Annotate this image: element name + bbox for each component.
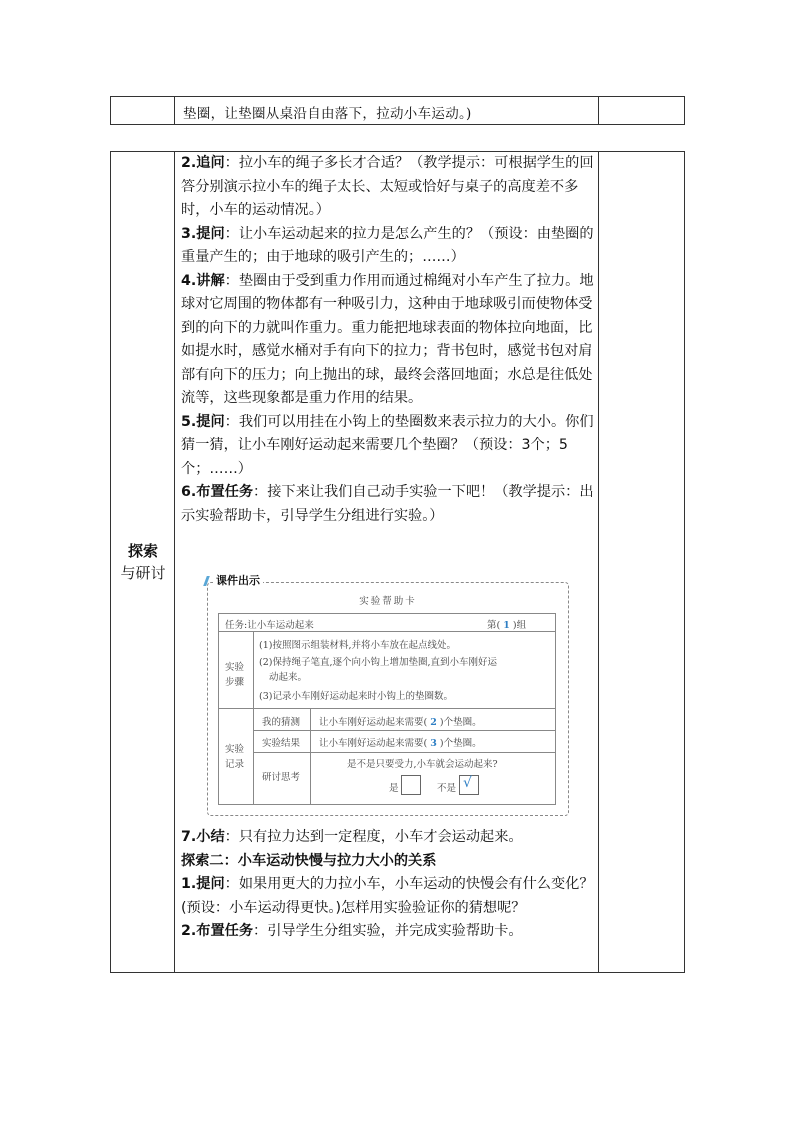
card-frame [207,582,569,816]
group-number: 第( 1 )组 [487,620,527,631]
section-label: 探索 与研讨 [120,542,166,582]
step-4: 4.讲解：垫圈由于受到重力作用而通过棉绳对小车产生了拉力。地球对它周围的物体都有一种吸引力，这种由于地球吸引而使物体受到的向下的力就叫作重力。重力能把地球表面的物体拉向地面，比如提水时，感觉水桶对手有向下的拉力；背书包时，感觉书包对肩部有向下的压力；向上抛出的球，最终会落回地面；水总是往低处流等，这些现象都是重力作用的结果。 [181,272,594,406]
step-item: (2)保持绳子笔直,逐个向小钩上增加垫圈,直到小车刚好运 [259,657,497,668]
lesson-table [110,151,685,973]
steps-label: 实验 [225,662,245,673]
no-checkbox[interactable] [459,775,479,795]
col-divider [310,708,311,804]
step-7: 7.小结：只有拉力达到一定程度，小车才会运动起来。 [181,829,523,845]
step-6: 6.布置任务：接下来让我们自己动手实验一下吧！（教学提示：出示实验帮助卡，引导学生分组进行实验。） [181,484,594,524]
record-label: 实验 [225,744,245,755]
step-item: (3)记录小车刚好运动起来时小钩上的垫圈数。 [259,691,453,702]
no-label: 不是 [437,783,457,794]
card-tab-label: 课件出示 [213,574,263,588]
check-icon: √ [463,775,472,791]
row-divider [219,708,555,709]
explore-two-step-2: 2.布置任务：引导学生分组实验，并完成实验帮助卡。 [181,923,523,939]
continued-text: 垫圈，让垫圈从桌沿自由落下，拉动小车运动。) [183,106,472,122]
yes-checkbox[interactable] [401,775,421,795]
row-divider [253,730,555,731]
lesson-content-continued [181,826,603,944]
experiment-help-card [207,574,571,818]
guess-label: 我的猜测 [262,717,301,728]
lesson-content [181,152,603,528]
explore-two-heading: 探索二：小车运动快慢与拉力大小的关系 [181,852,437,869]
step-2: 2.追问：拉小车的绳子多长才合适？（教学提示：可根据学生的回答分别演示拉小车的绳子太长、太短或恰好与桌子的高度差不多时，小车的运动情况。） [181,155,594,218]
top-table-row [110,96,685,125]
step-5: 5.提问：我们可以用挂在小钩上的垫圈数来表示拉力的大小。你们猜一猜，让小车刚好运动起来需要几个垫圈？（预设：3个；5个；……） [181,413,594,477]
row-divider [253,752,555,753]
task-text: 任务:让小车运动起来 [225,620,314,631]
row-divider [219,631,555,632]
result-text: 让小车刚好运动起来需要( 3 )个垫圈。 [319,738,482,749]
col-divider [598,97,599,124]
think-label: 研讨思考 [262,772,301,783]
step-3: 3.提问：让小车运动起来的拉力是怎么产生的？（预设：由垫圈的重量产生的；由于地球的吸引产生的；……） [181,225,594,265]
result-label: 实验结果 [262,738,301,749]
col-divider [174,97,175,124]
col-divider [253,631,254,804]
step-item: (1)按照图示组装材料,并将小车放在起点线处。 [259,640,456,651]
yes-label: 是 [389,783,399,794]
guess-text: 让小车刚好运动起来需要( 2 )个垫圈。 [319,717,482,728]
think-question: 是不是只要受力,小车就会运动起来? [347,759,498,770]
card-title: 实验帮助卡 [359,596,417,607]
card-table: 任务:让小车运动起来 第( 1 )组 实验 步骤 (1)按照图示组装材料,并将小车放在起点线处。 (2)保持绳子笔直,逐个向小钩上增加垫圈,直到小车刚好运 动起来。 (3)记录小车刚好运动起来时小钩上的垫圈数。 实验 记录 我的猜测 让小车刚好运动起来需要( 2 )个垫圈。 实验结果 让小车刚好运动起来需要( 3 )个垫圈。 研讨思考 是不是只要受力,小车就会运动起来? 是 不是 √ [218,613,556,805]
explore-two-step-1: 1.提问：如果用更大的力拉小车，小车运动的快慢会有什么变化？(预设：小车运动得更快。)怎样用实验验证你的猜想呢？ [181,876,594,916]
